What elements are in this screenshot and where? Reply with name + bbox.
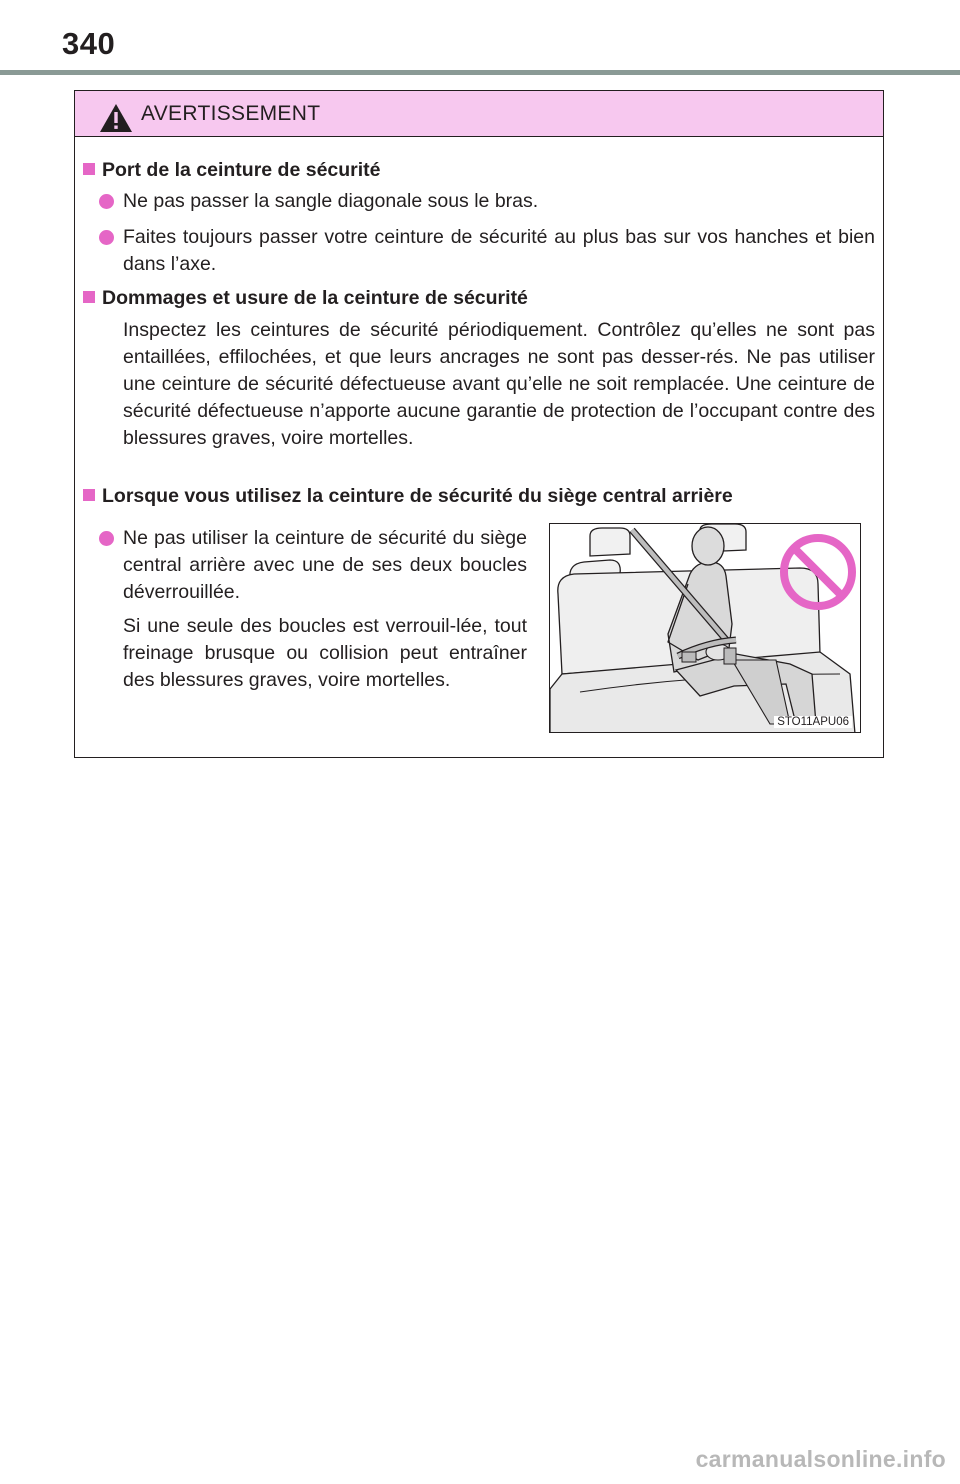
list-item: Ne pas passer la sangle diagonale sous le bras. bbox=[99, 188, 875, 215]
square-bullet-icon bbox=[83, 489, 95, 501]
warning-triangle-icon bbox=[99, 103, 133, 133]
paragraph: Inspectez les ceintures de sécurité périodiquement. Contrôlez qu’elles ne sont pas entaillées, effilochées, et que leurs ancrages ne sont pas desser-rés. Ne pas utiliser une ceinture de sécurité défectueuse avant qu’elle ne soit remplacée. Une ceinture de sécurité défectueuse n’apporte aucune garantie de protection de l’occupant contre des blessures graves, voire mortelles. bbox=[123, 319, 875, 449]
header-rule bbox=[0, 70, 960, 75]
warning-title: AVERTISSEMENT bbox=[141, 102, 321, 125]
figure-code: STO11APU06 bbox=[774, 716, 852, 728]
warning-box bbox=[74, 90, 884, 758]
round-bullet-icon bbox=[99, 230, 114, 245]
round-bullet-icon bbox=[99, 194, 114, 209]
square-bullet-icon bbox=[83, 163, 95, 175]
round-bullet-icon bbox=[99, 531, 114, 546]
watermark: carmanualsonline.info bbox=[695, 1446, 946, 1472]
section-heading: Dommages et usure de la ceinture de sécurité bbox=[83, 287, 528, 310]
warning-header bbox=[75, 91, 883, 137]
page-number: 340 bbox=[62, 26, 116, 61]
square-bullet-icon bbox=[83, 291, 95, 303]
section-heading: Port de la ceinture de sécurité bbox=[83, 159, 381, 182]
list-item: Ne pas utiliser la ceinture de sécurité du siège central arrière avec une de ses deux boucles déverrouillée. bbox=[99, 525, 527, 606]
paragraph: Si une seule des boucles est verrouil-lée, tout freinage brusque ou collision peut entraîner des blessures graves, voire mortelles. bbox=[123, 615, 527, 691]
rear-seat-illustration bbox=[550, 524, 861, 733]
section-heading: Lorsque vous utilisez la ceinture de sécurité du siège central arrière bbox=[83, 485, 733, 508]
list-item: Faites toujours passer votre ceinture de sécurité au plus bas sur vos hanches et bien dans l’axe. bbox=[99, 224, 875, 278]
seatbelt-illustration bbox=[549, 523, 861, 733]
